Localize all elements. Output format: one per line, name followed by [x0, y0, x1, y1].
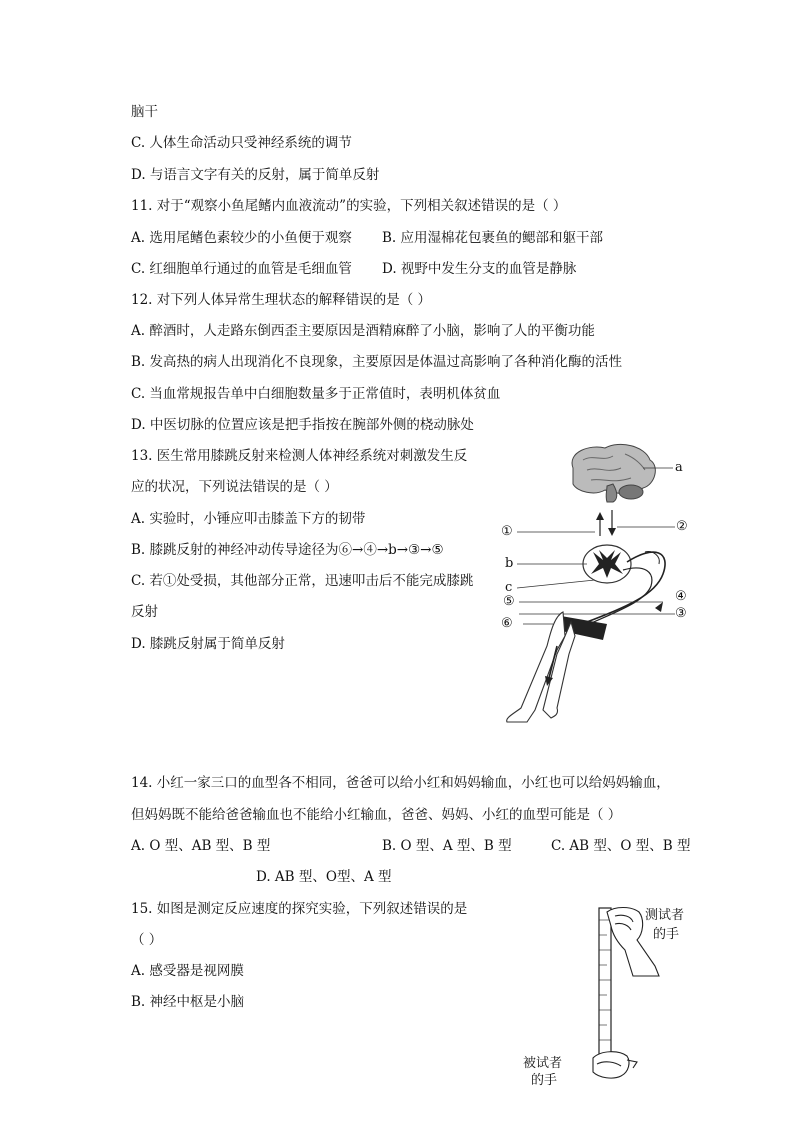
q10-continuation: 脑干	[131, 104, 158, 120]
q13-stem-line2: 应的状况，下列说法错误的是（ ）	[131, 479, 338, 495]
q14-option-a: A. O 型、AB 型、B 型	[131, 838, 271, 854]
q11-option-a: A. 选用尾鳍色素较少的小鱼便于观察	[131, 230, 352, 246]
leg-illustration	[507, 612, 575, 722]
label-5: ⑤	[503, 594, 515, 609]
spinal-cord-cross-section	[583, 545, 631, 583]
q10-option-d: D. 与语言文字有关的反射，属于简单反射	[131, 167, 380, 183]
q10-option-c: C. 人体生命活动只受神经系统的调节	[131, 135, 352, 151]
q11-option-b: B. 应用湿棉花包裹鱼的鳃部和躯干部	[382, 230, 604, 246]
q11-stem: 11. 对于“观察小鱼尾鳍内血液流动”的实验，下列相关叙述错误的是（ ）	[131, 198, 567, 214]
subject-hand-label-line1: 被试者	[523, 1056, 563, 1071]
subject-hand-label-line2: 的手	[531, 1073, 558, 1088]
label-2: ②	[676, 519, 688, 534]
q15-option-b: B. 神经中枢是小脑	[131, 994, 245, 1010]
brain-illustration	[572, 444, 655, 502]
q14-stem-line2: 但妈妈既不能给爸爸输血也不能给小红输血，爸爸、妈妈、小红的血型可能是（ ）	[131, 807, 622, 823]
label-6: ⑥	[501, 616, 513, 631]
label-4: ④	[675, 589, 687, 604]
q14-option-d: D. AB 型、O型、A 型	[256, 869, 392, 885]
q15-stem-line2: （ ）	[131, 932, 163, 948]
reaction-test-figure	[515, 900, 700, 1095]
q12-stem: 12. 对下列人体异常生理状态的解释错误的是（ ）	[131, 292, 432, 308]
q14-option-c: C. AB 型、O 型、B 型	[551, 838, 691, 854]
q14-option-b: B. O 型、A 型、B 型	[382, 838, 512, 854]
tester-hand-label-line2: 的手	[653, 927, 680, 942]
q11-option-d: D. 视野中发生分支的血管是静脉	[382, 261, 577, 277]
knee-jerk-reflex-figure	[495, 440, 710, 730]
label-c: c	[505, 580, 513, 595]
ruler-illustration	[599, 908, 611, 1058]
q13-option-b: B. 膝跳反射的神经冲动传导途径为⑥→④→b→③→⑤	[131, 542, 444, 558]
q12-option-a: A. 醉酒时，人走路东倒西歪主要原因是酒精麻醉了小脑，影响了人的平衡功能	[131, 323, 595, 339]
subject-hand-illustration	[593, 1052, 637, 1078]
label-a: a	[675, 460, 683, 475]
q11-option-c: C. 红细胞单行通过的血管是毛细血管	[131, 261, 352, 277]
label-1: ①	[501, 524, 513, 539]
q15-option-a: A. 感受器是视网膜	[131, 963, 244, 979]
label-3: ③	[675, 606, 687, 621]
q13-option-d: D. 膝跳反射属于简单反射	[131, 636, 285, 652]
label-b: b	[505, 556, 514, 571]
tester-hand-label-line1: 测试者	[645, 908, 685, 923]
q12-option-c: C. 当血常规报告单中白细胞数量多于正常值时，表明机体贫血	[131, 386, 501, 402]
q12-option-d: D. 中医切脉的位置应该是把手指按在腕部外侧的桡动脉处	[131, 417, 474, 433]
q13-option-c-line1: C. 若①处受损，其他部分正常，迅速叩击后不能完成膝跳	[131, 573, 474, 589]
q13-stem-line1: 13. 医生常用膝跳反射来检测人体神经系统对刺激发生反	[131, 448, 468, 464]
q15-stem-line1: 15. 如图是测定反应速度的探究实验，下列叙述错误的是	[131, 901, 468, 917]
q12-option-b: B. 发高热的病人出现消化不良现象，主要原因是体温过高影响了各种消化酶的活性	[131, 354, 623, 370]
q14-stem-line1: 14. 小红一家三口的血型各不相同，爸爸可以给小红和妈妈输血，小红也可以给妈妈输血，	[131, 775, 670, 791]
q13-option-c-line2: 反射	[131, 604, 158, 620]
q13-option-a: A. 实验时，小锤应叩击膝盖下方的韧带	[131, 511, 366, 527]
